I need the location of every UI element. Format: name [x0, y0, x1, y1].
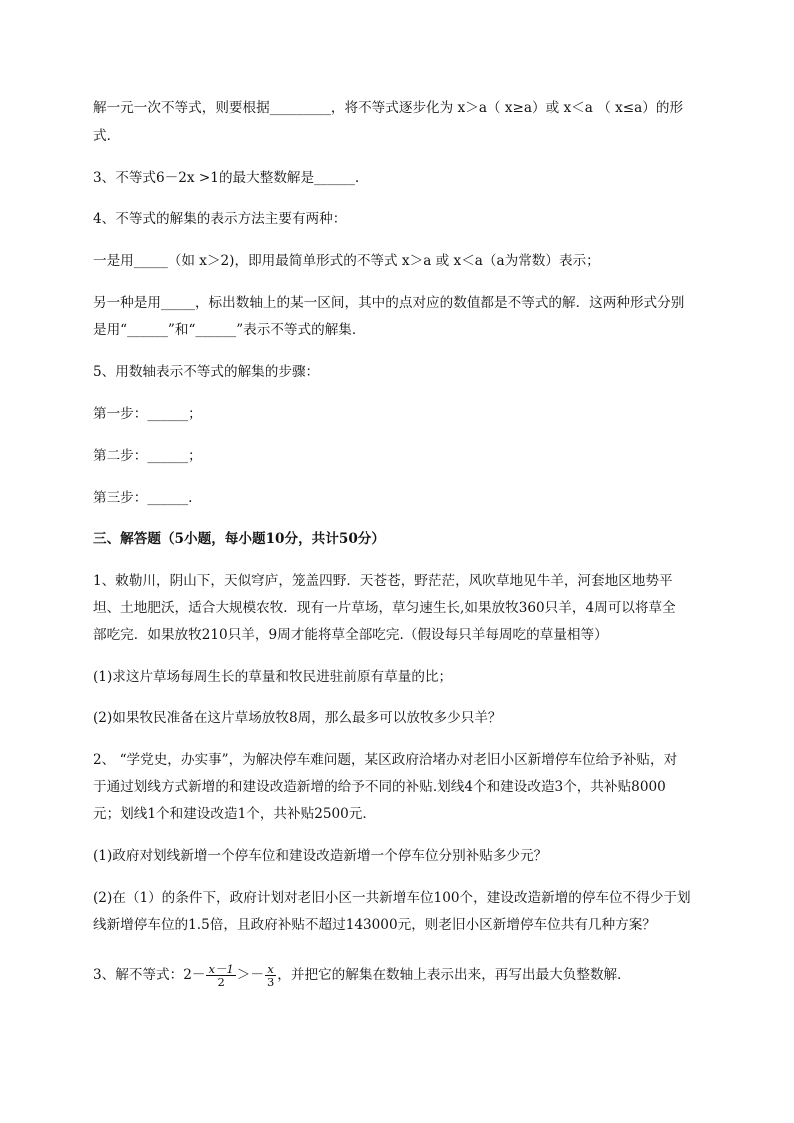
text-line: 部吃完．如果放牧210只羊，9周才能将草全部吃完.（假设每只羊每周吃的草量相等） — [93, 627, 608, 643]
q3-middle: ＞－ — [236, 967, 264, 983]
text-line: 第三步：______. — [93, 490, 193, 506]
question-3-inequality — [93, 962, 704, 988]
text-line: (2)如果牧民准备在这片草场放牧8周，那么最多可以放牧多少只羊？ — [93, 710, 502, 726]
text-line: 一是用_____（如 x＞2)，即用最简单形式的不等式 x＞a 或 x＜a（a为常数）表示； — [93, 253, 600, 269]
text-line: 2、 “学党史，办实事”，为解决停车难问题，某区政府洽堵办对老旧小区新增停车位给予补贴，对 — [93, 752, 678, 768]
text-line: (1)政府对划线新增一个停车位和建设改造新增一个停车位分别补贴多少元？ — [93, 848, 548, 864]
q3-prefix: 3、解不等式：2－ — [93, 967, 206, 983]
q3-suffix: ，并把它的解集在数轴上表示出来，再写出最大负整数解． — [277, 967, 631, 983]
text-line: 解一元一次不等式，则要根据_________，将不等式逐步化为 x＞a（ x≥a）或 x＜a （ x≤a）的形 — [93, 100, 684, 116]
fraction-2-denominator: 3 — [266, 975, 275, 989]
text-line: 另一种是用_____，标出数轴上的某一区间，其中的点对应的数值都是不等式的解．这两种形式分别 — [93, 295, 685, 311]
text-line: 3、不等式6－2x >1的最大整数解是______. — [93, 170, 360, 186]
text-line: 线新增停车位的1.5倍，且政府补贴不超过143000元，则老旧小区新增停车位共有几种方案？ — [93, 917, 656, 933]
text-line: (2)在（1）的条件下，政府计划对老旧小区一共新增车位100个，建设改造新增的停车位不得少于划 — [93, 890, 691, 906]
text-line: 于通过划线方式新增的和建设改造新增的给予不同的补贴.划线4个和建设改造3个，共补贴8000 — [93, 779, 666, 795]
text-line: 第一步：______； — [93, 406, 202, 422]
section-heading: 三、解答题（5小题，每小题10分，共计50分） — [93, 531, 385, 547]
text-line: 5、用数轴表示不等式的解集的步骤： — [93, 364, 320, 380]
fraction-2 — [265, 963, 276, 988]
fraction-1-denominator: 2 — [217, 975, 225, 989]
text-line: 式． — [93, 128, 121, 144]
text-line: 4、不等式的解集的表示方法主要有两种： — [93, 211, 347, 227]
text-line: 坦、土地肥沃，适合大规模农牧．现有一片草场，草匀速生长,如果放牧360只羊，4周可以将草全 — [93, 600, 676, 616]
fraction-2-numerator: x — [265, 963, 276, 976]
fraction-1-numerator: x－1 — [208, 962, 234, 976]
text-line: 1、敕勒川，阴山下，天似穹庐，笼盖四野．天苍苍，野茫茫，风吹草地见牛羊，河套地区地势平 — [93, 573, 673, 589]
text-line: 是用“______”和“______”表示不等式的解集． — [93, 322, 366, 338]
text-line: 第二步：______； — [93, 448, 202, 464]
text-line: (1)求这片草场每周生长的草量和牧民进驻前原有草量的比； — [93, 669, 453, 685]
text-line: 元；划线1个和建设改造1个，共补贴2500元． — [93, 806, 376, 822]
fraction-1 — [206, 963, 235, 988]
